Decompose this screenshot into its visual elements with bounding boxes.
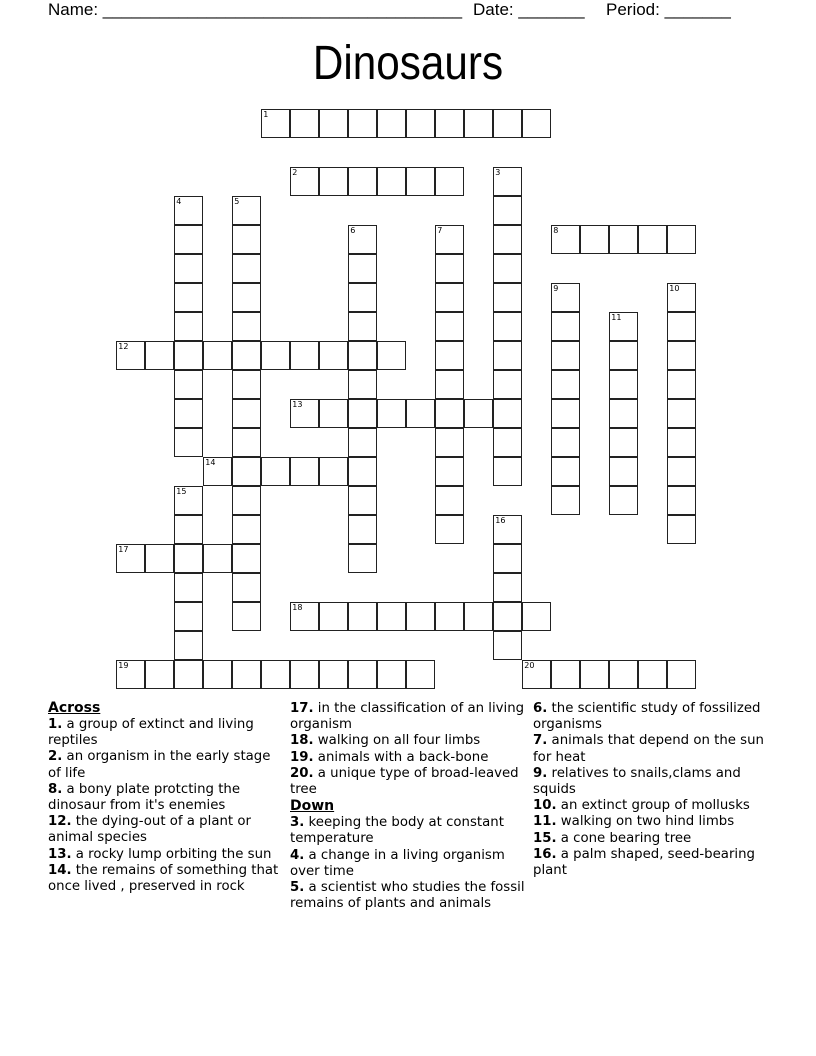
grid-cell[interactable] — [174, 399, 203, 428]
cell-number: 15 — [176, 487, 187, 497]
clue-down-5 — [533, 766, 773, 798]
grid-cell[interactable] — [435, 486, 464, 515]
cell-number: 20 — [524, 661, 535, 671]
grid-cell[interactable] — [116, 341, 145, 370]
clue-text: a scientist who studies the fossil remains of plants and animals — [290, 880, 525, 912]
grid-cell[interactable] — [174, 428, 203, 457]
grid-cell[interactable] — [319, 341, 348, 370]
grid-cell[interactable] — [174, 602, 203, 631]
clue-across-2 — [48, 782, 284, 814]
across-heading: Across — [48, 700, 101, 716]
grid-cell[interactable] — [406, 660, 435, 689]
grid-cell[interactable] — [174, 660, 203, 689]
grid-cell[interactable] — [406, 602, 435, 631]
grid-cell[interactable] — [609, 312, 638, 341]
grid-cell[interactable] — [290, 341, 319, 370]
grid-cell[interactable] — [667, 428, 696, 457]
cell-number: 12 — [118, 342, 129, 352]
cell-number: 6 — [350, 226, 356, 236]
grid-cell[interactable] — [667, 399, 696, 428]
clue-number: 7. — [533, 733, 548, 749]
clue-number: 10. — [533, 798, 557, 814]
grid-cell[interactable] — [232, 486, 261, 515]
grid-cell[interactable] — [493, 544, 522, 573]
grid-cell[interactable] — [493, 399, 522, 428]
clue-text: relatives to snails,clams and squids — [533, 765, 741, 798]
grid-cell[interactable] — [174, 515, 203, 544]
clue-text: a unique type of broad-leaved tree — [290, 765, 519, 798]
grid-cell[interactable] — [493, 283, 522, 312]
cell-number: 1 — [263, 110, 269, 120]
name-field[interactable]: Name: ______________________________________ — [48, 0, 463, 19]
clue-down-2 — [290, 880, 526, 912]
grid-cell[interactable] — [174, 225, 203, 254]
grid-cell[interactable] — [319, 602, 348, 631]
clue-text: in the classification of an living organism — [290, 701, 525, 733]
clue-number: 4. — [290, 847, 305, 863]
clue-down-0 — [290, 815, 526, 847]
grid-cell[interactable] — [290, 660, 319, 689]
clue-text: a cone bearing tree — [560, 830, 692, 846]
grid-cell[interactable] — [261, 109, 290, 138]
grid-cell[interactable] — [348, 515, 377, 544]
grid-cell[interactable] — [348, 544, 377, 573]
grid-cell[interactable] — [174, 283, 203, 312]
grid-cell[interactable] — [551, 428, 580, 457]
grid-cell[interactable] — [551, 486, 580, 515]
grid-cell[interactable] — [435, 254, 464, 283]
grid-cell[interactable] — [667, 515, 696, 544]
cell-number: 11 — [611, 313, 622, 323]
grid-cell[interactable] — [203, 660, 232, 689]
clue-across-9 — [290, 766, 526, 798]
grid-cell[interactable] — [377, 109, 406, 138]
grid-cell[interactable] — [174, 341, 203, 370]
cell-number: 4 — [176, 197, 182, 207]
clue-text: walking on two hind limbs — [560, 814, 735, 830]
clue-text: animals that depend on the sun for heat — [533, 733, 764, 765]
grid-cell[interactable] — [348, 109, 377, 138]
grid-cell[interactable] — [232, 544, 261, 573]
grid-cell[interactable] — [551, 312, 580, 341]
clue-number: 16. — [533, 846, 557, 862]
clue-text: the dying-out of a plant or animal species — [48, 814, 251, 846]
cell-number: 18 — [292, 603, 303, 613]
clue-text: a group of extinct and living reptiles — [48, 717, 254, 749]
grid-cell[interactable] — [551, 225, 580, 254]
grid-cell[interactable] — [493, 225, 522, 254]
grid-cell[interactable] — [232, 573, 261, 602]
grid-cell[interactable] — [348, 428, 377, 457]
grid-cell[interactable] — [493, 573, 522, 602]
clue-text: a rocky lump orbiting the sun — [75, 846, 272, 862]
grid-cell[interactable] — [232, 660, 261, 689]
grid-cell[interactable] — [609, 457, 638, 486]
grid-cell[interactable] — [493, 196, 522, 225]
cell-number: 19 — [118, 661, 129, 671]
grid-cell[interactable] — [203, 544, 232, 573]
grid-cell[interactable] — [348, 312, 377, 341]
clue-number: 1. — [48, 717, 63, 732]
clue-across-4 — [48, 847, 284, 863]
clue-text: a bony plate protcting the dinosaur from it's enemies — [48, 781, 241, 814]
clue-number: 18. — [290, 733, 314, 749]
grid-cell[interactable] — [348, 254, 377, 283]
grid-cell[interactable] — [667, 341, 696, 370]
grid-cell[interactable] — [261, 457, 290, 486]
grid-cell[interactable] — [551, 283, 580, 312]
grid-cell[interactable] — [290, 602, 319, 631]
grid-cell[interactable] — [348, 341, 377, 370]
grid-cell[interactable] — [609, 341, 638, 370]
grid-cell[interactable] — [522, 109, 551, 138]
clue-number: 3. — [290, 815, 305, 831]
clues-column-1 — [48, 700, 284, 895]
grid-cell[interactable] — [319, 399, 348, 428]
grid-cell[interactable] — [435, 341, 464, 370]
clue-number: 5. — [290, 880, 305, 896]
cell-number: 5 — [234, 197, 240, 207]
grid-cell[interactable] — [435, 602, 464, 631]
grid-cell[interactable] — [609, 399, 638, 428]
grid-cell[interactable] — [232, 196, 261, 225]
grid-cell[interactable] — [493, 631, 522, 660]
grid-cell[interactable] — [232, 312, 261, 341]
grid-cell[interactable] — [319, 457, 348, 486]
grid-cell[interactable] — [116, 544, 145, 573]
grid-cell[interactable] — [551, 660, 580, 689]
grid-cell[interactable] — [290, 109, 319, 138]
grid-cell[interactable] — [319, 109, 348, 138]
grid-cell[interactable] — [232, 457, 261, 486]
grid-cell[interactable] — [406, 167, 435, 196]
grid-cell[interactable] — [435, 370, 464, 399]
clue-text: keeping the body at constant temperature — [290, 815, 504, 847]
grid-cell[interactable] — [348, 225, 377, 254]
grid-cell[interactable] — [435, 109, 464, 138]
grid-cell[interactable] — [667, 312, 696, 341]
cell-number: 13 — [292, 400, 303, 410]
grid-cell[interactable] — [609, 486, 638, 515]
clue-down-4 — [533, 733, 773, 765]
grid-cell[interactable] — [232, 399, 261, 428]
clue-number: 8. — [48, 781, 63, 797]
grid-cell[interactable] — [609, 225, 638, 254]
clue-number: 17. — [290, 701, 314, 716]
grid-cell[interactable] — [435, 283, 464, 312]
grid-cell[interactable] — [464, 602, 493, 631]
grid-cell[interactable] — [377, 167, 406, 196]
clue-down-3 — [533, 701, 773, 733]
grid-cell[interactable] — [232, 254, 261, 283]
grid-cell[interactable] — [493, 457, 522, 486]
grid-cell[interactable] — [435, 457, 464, 486]
grid-cell[interactable] — [174, 631, 203, 660]
grid-cell[interactable] — [551, 341, 580, 370]
clue-down-9 — [533, 847, 773, 879]
cell-number: 2 — [292, 168, 298, 178]
clue-text: a change in a living organism over time — [290, 847, 505, 879]
grid-cell[interactable] — [348, 283, 377, 312]
clue-number: 6. — [533, 701, 548, 716]
clue-number: 2. — [48, 749, 63, 765]
grid-cell[interactable] — [232, 428, 261, 457]
grid-cell[interactable] — [232, 602, 261, 631]
clue-text: an extinct group of mollusks — [560, 798, 750, 814]
clue-down-8 — [533, 831, 773, 847]
grid-cell[interactable] — [319, 167, 348, 196]
clue-number: 15. — [533, 830, 557, 846]
grid-cell[interactable] — [667, 283, 696, 312]
grid-cell[interactable] — [493, 370, 522, 399]
clue-text: the scientific study of fossilized organisms — [533, 701, 761, 733]
clue-number: 20. — [290, 765, 314, 781]
cell-number: 9 — [553, 284, 559, 294]
grid-cell[interactable] — [580, 225, 609, 254]
grid-cell[interactable] — [348, 660, 377, 689]
clue-across-7 — [290, 733, 526, 749]
grid-cell[interactable] — [493, 109, 522, 138]
grid-cell[interactable] — [203, 457, 232, 486]
period-field[interactable]: Period: _______ — [606, 0, 731, 19]
cell-number: 16 — [495, 516, 506, 526]
grid-cell[interactable] — [609, 660, 638, 689]
grid-cell[interactable] — [551, 370, 580, 399]
grid-cell[interactable] — [377, 660, 406, 689]
cell-number: 8 — [553, 226, 559, 236]
clues-column-3 — [533, 701, 773, 879]
grid-cell[interactable] — [493, 428, 522, 457]
grid-cell[interactable] — [261, 660, 290, 689]
grid-cell[interactable] — [667, 486, 696, 515]
grid-cell[interactable] — [464, 399, 493, 428]
grid-cell[interactable] — [203, 341, 232, 370]
grid-cell[interactable] — [232, 225, 261, 254]
grid-cell[interactable] — [609, 370, 638, 399]
grid-cell[interactable] — [609, 428, 638, 457]
grid-cell[interactable] — [116, 660, 145, 689]
grid-cell[interactable] — [232, 515, 261, 544]
grid-cell[interactable] — [406, 109, 435, 138]
cell-number: 7 — [437, 226, 443, 236]
clue-across-0 — [48, 717, 284, 749]
grid-cell[interactable] — [493, 341, 522, 370]
clue-text: walking on all four limbs — [317, 733, 481, 749]
grid-cell[interactable] — [348, 167, 377, 196]
clue-number: 14. — [48, 862, 72, 878]
date-field[interactable]: Date: _______ — [473, 0, 585, 19]
clue-number: 12. — [48, 814, 72, 830]
grid-cell[interactable] — [145, 544, 174, 573]
grid-cell[interactable] — [493, 167, 522, 196]
page-title: Dinosaurs — [312, 37, 504, 90]
grid-cell[interactable] — [174, 254, 203, 283]
clue-down-1 — [290, 848, 526, 880]
grid-cell[interactable] — [319, 660, 348, 689]
grid-cell[interactable] — [348, 399, 377, 428]
grid-cell[interactable] — [435, 428, 464, 457]
grid-cell[interactable] — [290, 399, 319, 428]
clue-number: 19. — [290, 749, 314, 765]
clue-across-1 — [48, 749, 284, 781]
grid-cell[interactable] — [174, 486, 203, 515]
cell-number: 14 — [205, 458, 216, 468]
grid-cell[interactable] — [435, 167, 464, 196]
grid-cell[interactable] — [493, 602, 522, 631]
cell-number: 10 — [669, 284, 680, 294]
grid-cell[interactable] — [145, 660, 174, 689]
grid-cell[interactable] — [174, 312, 203, 341]
clue-text: an organism in the early stage of life — [48, 749, 271, 781]
clue-text: animals with a back-bone — [317, 749, 489, 765]
clue-across-8 — [290, 750, 526, 766]
clue-across-6 — [290, 701, 526, 733]
grid-cell[interactable] — [667, 660, 696, 689]
grid-cell[interactable] — [667, 370, 696, 399]
clues-column-2 — [290, 701, 526, 912]
grid-cell[interactable] — [174, 573, 203, 602]
grid-cell[interactable] — [493, 312, 522, 341]
grid-cell[interactable] — [406, 399, 435, 428]
grid-cell[interactable] — [290, 167, 319, 196]
grid-cell[interactable] — [348, 370, 377, 399]
grid-cell[interactable] — [377, 399, 406, 428]
grid-cell[interactable] — [551, 457, 580, 486]
grid-cell[interactable] — [174, 544, 203, 573]
grid-cell[interactable] — [435, 312, 464, 341]
grid-cell[interactable] — [435, 515, 464, 544]
grid-cell[interactable] — [174, 370, 203, 399]
grid-cell[interactable] — [232, 370, 261, 399]
grid-cell[interactable] — [551, 399, 580, 428]
grid-cell[interactable] — [667, 225, 696, 254]
down-heading: Down — [290, 798, 335, 815]
grid-cell[interactable] — [377, 341, 406, 370]
clue-number: 11. — [533, 814, 557, 830]
grid-cell[interactable] — [232, 283, 261, 312]
grid-cell[interactable] — [638, 225, 667, 254]
clue-text: the remains of something that once lived , preserved in rock — [48, 862, 279, 895]
grid-cell[interactable] — [522, 602, 551, 631]
grid-cell[interactable] — [261, 341, 290, 370]
grid-cell[interactable] — [493, 515, 522, 544]
cell-number: 3 — [495, 168, 501, 178]
grid-cell[interactable] — [348, 602, 377, 631]
grid-cell[interactable] — [435, 399, 464, 428]
clue-down-7 — [533, 814, 773, 830]
grid-cell[interactable] — [290, 457, 319, 486]
grid-cell[interactable] — [348, 486, 377, 515]
clue-down-6 — [533, 798, 773, 814]
grid-cell[interactable] — [580, 660, 609, 689]
grid-cell[interactable] — [145, 341, 174, 370]
clue-across-5 — [48, 863, 284, 895]
clue-number: 13. — [48, 846, 72, 862]
grid-cell[interactable] — [667, 457, 696, 486]
grid-cell[interactable] — [377, 602, 406, 631]
cell-number: 17 — [118, 545, 129, 555]
grid-cell[interactable] — [493, 254, 522, 283]
grid-cell[interactable] — [232, 341, 261, 370]
grid-cell[interactable] — [638, 660, 667, 689]
grid-cell[interactable] — [464, 109, 493, 138]
clue-across-3 — [48, 814, 284, 846]
clue-text: a palm shaped, seed-bearing plant — [533, 846, 755, 879]
grid-cell[interactable] — [174, 196, 203, 225]
grid-cell[interactable] — [522, 660, 551, 689]
grid-cell[interactable] — [435, 225, 464, 254]
clue-number: 9. — [533, 765, 548, 781]
grid-cell[interactable] — [348, 457, 377, 486]
